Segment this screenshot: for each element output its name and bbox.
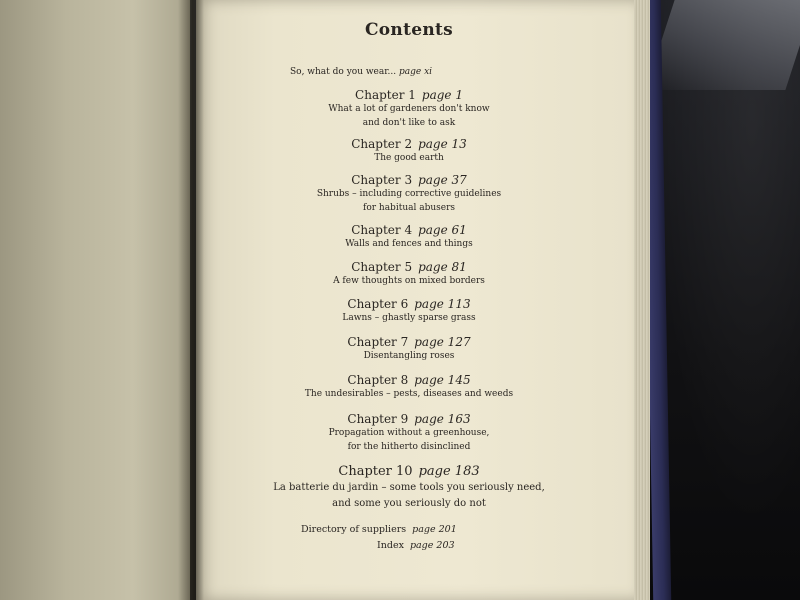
toc-entry-chapter-6 <box>196 297 622 325</box>
chapter-label: Chapter 5 <box>351 260 413 274</box>
chapter-subtitle: Walls and fences and things <box>345 239 473 249</box>
toc-entry-index <box>377 540 455 551</box>
chapter-page: page 1 <box>421 88 463 102</box>
chapter-subtitle: Disentangling roses <box>363 351 455 361</box>
chapter-label: Chapter 10 <box>338 464 413 479</box>
chapter-label: Chapter 4 <box>351 223 413 237</box>
chapter-subtitle: A few thoughts on mixed borders <box>333 276 485 286</box>
chapter-subtitle: for habitual abusers <box>362 203 456 213</box>
chapter-page: page 145 <box>414 373 471 387</box>
chapter-label: Chapter 3 <box>351 173 413 187</box>
chapter-label: Chapter 2 <box>351 137 413 151</box>
chapter-subtitle: for the hitherto disinclined <box>347 442 471 452</box>
toc-entry-chapter-1 <box>196 88 622 130</box>
chapter-subtitle: La batterie du jardin – some tools you seriously need, <box>273 482 545 493</box>
contents-page-body <box>196 0 634 600</box>
toc-entry-chapter-8 <box>196 373 622 401</box>
toc-entry-chapter-3 <box>196 173 622 215</box>
toc-entry-chapter-2 <box>196 137 622 165</box>
chapter-subtitle: and some you seriously do not <box>332 498 486 509</box>
back-matter-page: page 203 <box>409 540 455 551</box>
toc-entry-chapter-10 <box>196 464 622 512</box>
chapter-label: Chapter 7 <box>347 335 409 349</box>
toc-entry-chapter-7 <box>196 335 622 363</box>
book-gutter-shadow <box>178 0 204 600</box>
toc-entry-chapter-9 <box>196 412 622 454</box>
chapter-page: page 37 <box>418 173 467 187</box>
chapter-page: page 127 <box>414 335 471 349</box>
chapter-subtitle: The good earth <box>374 153 444 163</box>
chapter-page: page 183 <box>418 464 480 479</box>
chapter-label: Chapter 1 <box>355 88 416 102</box>
chapter-page: page 113 <box>414 297 471 311</box>
chapter-subtitle: Shrubs – including corrective guidelines <box>316 189 502 199</box>
chapter-page: page 163 <box>414 412 471 426</box>
contents-page <box>196 0 634 600</box>
chapter-page: page 81 <box>418 260 467 274</box>
toc-entry-chapter-4 <box>196 223 622 251</box>
chapter-page: page 13 <box>418 137 467 151</box>
back-matter-label: Directory of suppliers <box>301 524 407 535</box>
chapter-subtitle: and don't like to ask <box>362 118 456 128</box>
chapter-subtitle: What a lot of gardeners don't know <box>328 104 490 114</box>
back-matter-label: Index <box>377 540 404 551</box>
chapter-subtitle: Lawns – ghastly sparse grass <box>342 313 476 323</box>
prelude-entry <box>290 67 432 77</box>
toc-entry-chapter-5 <box>196 260 622 288</box>
back-matter-page: page 201 <box>412 524 457 535</box>
page-title: Contents <box>364 20 454 40</box>
chapter-subtitle: The undesirables – pests, diseases and weeds <box>304 389 514 399</box>
chapter-page: page 61 <box>418 223 467 237</box>
chapter-label: Chapter 6 <box>347 297 409 311</box>
prelude-page: page xi <box>399 67 433 77</box>
left-page <box>0 0 190 600</box>
chapter-subtitle: Propagation without a greenhouse, <box>328 428 490 438</box>
chapter-label: Chapter 9 <box>347 412 409 426</box>
chapter-label: Chapter 8 <box>347 373 409 387</box>
prelude-label: So, what do you wear... <box>290 67 397 77</box>
toc-entry-directory-of-suppliers <box>301 524 457 535</box>
